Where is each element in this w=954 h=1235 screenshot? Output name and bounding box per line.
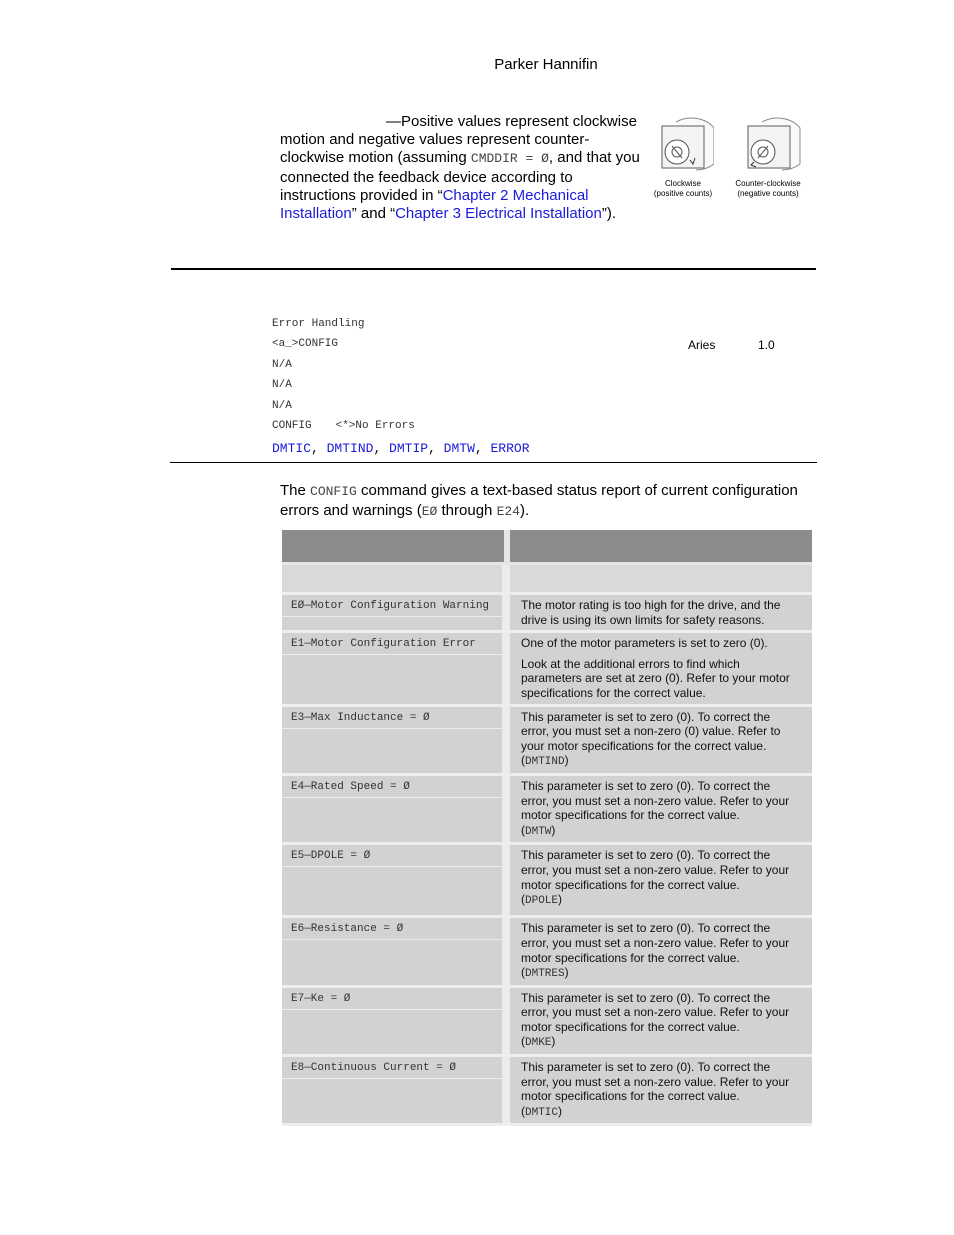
command-units: N/A	[272, 359, 292, 371]
parameter-command: DMTW	[525, 825, 552, 838]
error-description-text	[521, 1060, 800, 1120]
parameter-command: DPOLE	[525, 895, 559, 908]
desc-e0: EØ	[421, 504, 438, 519]
command-response	[272, 420, 415, 432]
error-code: EØ—Motor Configuration Warning	[282, 597, 503, 617]
desc-text-4: ).	[519, 502, 530, 519]
parameter-command: DMTIND	[525, 756, 565, 769]
see-also-separator: ,	[373, 441, 390, 456]
param-paren: (	[521, 892, 525, 907]
intro-text-4: ”).	[601, 205, 617, 223]
command-range: N/A	[272, 379, 292, 391]
error-description-line: This parameter is set to zero (0). To correct the error, you must set a non-zero value. Refer to your motor specifications for the correct value.	[521, 921, 790, 965]
clockwise-sublabel: (positive counts)	[653, 189, 713, 198]
response-text: <*>No Errors	[335, 420, 415, 432]
param-paren: )	[564, 965, 569, 980]
counter-clockwise-caption	[734, 179, 802, 199]
param-paren: (	[521, 753, 525, 768]
error-description-text	[521, 710, 800, 770]
intro-text-1: —Positive values represent clockwise motion and negative values represent counter-clockwise motion (assuming	[280, 113, 637, 167]
chapter2-link[interactable]: Chapter 2 Mechanical Installation	[280, 186, 589, 223]
error-description-cell	[510, 988, 812, 1054]
chapter3-link[interactable]: Chapter 3 Electrical Installation	[395, 205, 602, 223]
table-row	[282, 776, 812, 845]
clockwise-figure	[652, 112, 714, 199]
command-default: N/A	[272, 400, 292, 412]
error-description-line: Look at the additional errors to find which parameters are set at zero (0). Refer to your motor specifications for the correct value.	[521, 656, 790, 700]
param-paren: )	[558, 1103, 563, 1118]
table-row	[282, 845, 812, 918]
error-table-header	[282, 530, 812, 565]
error-code-cell	[282, 633, 510, 703]
param-paren: (	[521, 1103, 525, 1118]
desc-text-3: through	[437, 502, 497, 519]
error-description-cell	[510, 595, 812, 630]
table-row	[282, 918, 812, 987]
header-cell-code	[282, 530, 510, 562]
error-description-cell	[510, 707, 812, 773]
error-description-line: The motor rating is too high for the drive, and the drive is using its own limits for safety reasons.	[521, 598, 781, 627]
error-description-line: This parameter is set to zero (0). To correct the error, you must set a non-zero value. Refer to your motor specifications for the correct value.	[521, 1060, 790, 1104]
section-divider	[171, 268, 816, 270]
param-paren: )	[564, 753, 569, 768]
description-paragraph	[280, 481, 800, 521]
command-syntax: <a_>CONFIG	[272, 338, 339, 350]
error-code: E5—DPOLE = Ø	[282, 847, 503, 867]
error-description-text	[521, 636, 800, 651]
error-code: E7—Ke = Ø	[282, 990, 503, 1010]
error-description-cell	[510, 918, 812, 984]
parameter-command: DMTIC	[525, 1106, 559, 1119]
product-version: 1.0	[758, 338, 775, 352]
error-description-text	[521, 779, 800, 839]
error-code: E6—Resistance = Ø	[282, 920, 503, 940]
error-code: E3—Max Inductance = Ø	[282, 709, 503, 729]
see-also-link[interactable]: DMTW	[443, 441, 475, 456]
error-description-text	[521, 991, 800, 1051]
desc-text-2: command gives a text-based status report of current configuration errors and warnings (	[280, 482, 798, 519]
error-description-text	[521, 598, 800, 627]
error-description-cell	[510, 845, 812, 915]
see-also-link[interactable]: ERROR	[490, 441, 530, 456]
error-code-cell	[282, 595, 510, 630]
param-paren: (	[521, 965, 525, 980]
error-table-body	[282, 595, 812, 1126]
error-code-cell	[282, 1057, 510, 1123]
table-row	[282, 595, 812, 633]
parameter-command: DMTRES	[525, 968, 565, 981]
see-also-list	[272, 441, 530, 456]
error-code-cell	[282, 707, 510, 773]
intro-cmddir: CMDDIR = Ø	[470, 151, 549, 167]
error-table-spacer	[282, 565, 812, 595]
error-code-cell	[282, 918, 510, 984]
see-also-separator: ,	[428, 441, 444, 456]
clockwise-caption	[652, 179, 714, 199]
param-paren: )	[551, 822, 556, 837]
error-code: E8—Continuous Current = Ø	[282, 1059, 503, 1079]
error-table	[282, 530, 812, 1126]
table-row	[282, 707, 812, 776]
error-code: E4—Rated Speed = Ø	[282, 778, 503, 798]
counter-clockwise-figure	[734, 112, 802, 199]
product-name: Aries	[688, 338, 716, 352]
table-row	[282, 633, 812, 706]
error-description-text	[521, 848, 800, 908]
error-description-line: This parameter is set to zero (0). To correct the error, you must set a non-zero value. Refer to your motor specifications for the correct value.	[521, 778, 790, 823]
counter-clockwise-motor-icon	[734, 112, 802, 174]
param-paren: (	[521, 1034, 525, 1049]
error-description-line: This parameter is set to zero (0). To correct the error, you must set a non-zero value. Refer to your motor specifications for the correct value.	[521, 848, 790, 892]
error-code-cell	[282, 988, 510, 1054]
clockwise-label: Clockwise	[664, 179, 701, 188]
parameter-command: DMKE	[525, 1037, 552, 1050]
error-code-cell	[282, 845, 510, 915]
param-paren: )	[551, 1034, 556, 1049]
intro-paragraph	[280, 113, 640, 223]
error-description-cell	[510, 1057, 812, 1123]
error-code: E1—Motor Configuration Error	[282, 635, 503, 655]
error-description-line: One of the motor parameters is set to zero (0).	[521, 636, 768, 651]
error-description-line: This parameter is set to zero (0). To correct the error, you must set a non-zero (0) value. Refer to your motor specifications for the correct value.	[521, 709, 781, 753]
param-paren: (	[521, 822, 525, 837]
counter-clockwise-label: Counter-clockwise	[735, 179, 801, 188]
command-type: Error Handling	[272, 318, 365, 330]
see-also-separator: ,	[311, 441, 327, 456]
desc-config-cmd: CONFIG	[310, 484, 357, 499]
intro-text-2: , and that you connected the feedback device according to instructions provided in “	[280, 149, 640, 204]
param-paren: )	[558, 892, 563, 907]
error-description-cell	[510, 633, 812, 703]
error-description-text	[521, 921, 800, 981]
error-description-text	[521, 657, 800, 701]
see-also-separator: ,	[474, 441, 491, 456]
error-description-cell	[510, 776, 812, 842]
command-divider	[170, 462, 817, 463]
see-also-link[interactable]: DMTIP	[389, 441, 429, 456]
counter-clockwise-sublabel: (negative counts)	[737, 189, 799, 198]
intro-text-3: ” and “	[351, 205, 396, 223]
page-header-company: Parker Hannifin	[494, 56, 598, 73]
error-code-cell	[282, 776, 510, 842]
see-also-link[interactable]: DMTIND	[326, 441, 374, 456]
table-row	[282, 1057, 812, 1126]
error-description-line: This parameter is set to zero (0). To correct the error, you must set a non-zero value. Refer to your motor specifications for the correct value.	[521, 990, 790, 1034]
response-command: CONFIG	[272, 420, 312, 432]
table-row	[282, 988, 812, 1057]
desc-e24: E24	[496, 504, 520, 519]
clockwise-motor-icon	[652, 112, 714, 174]
see-also-link[interactable]: DMTIC	[272, 441, 312, 456]
desc-text-1: The	[280, 482, 311, 499]
